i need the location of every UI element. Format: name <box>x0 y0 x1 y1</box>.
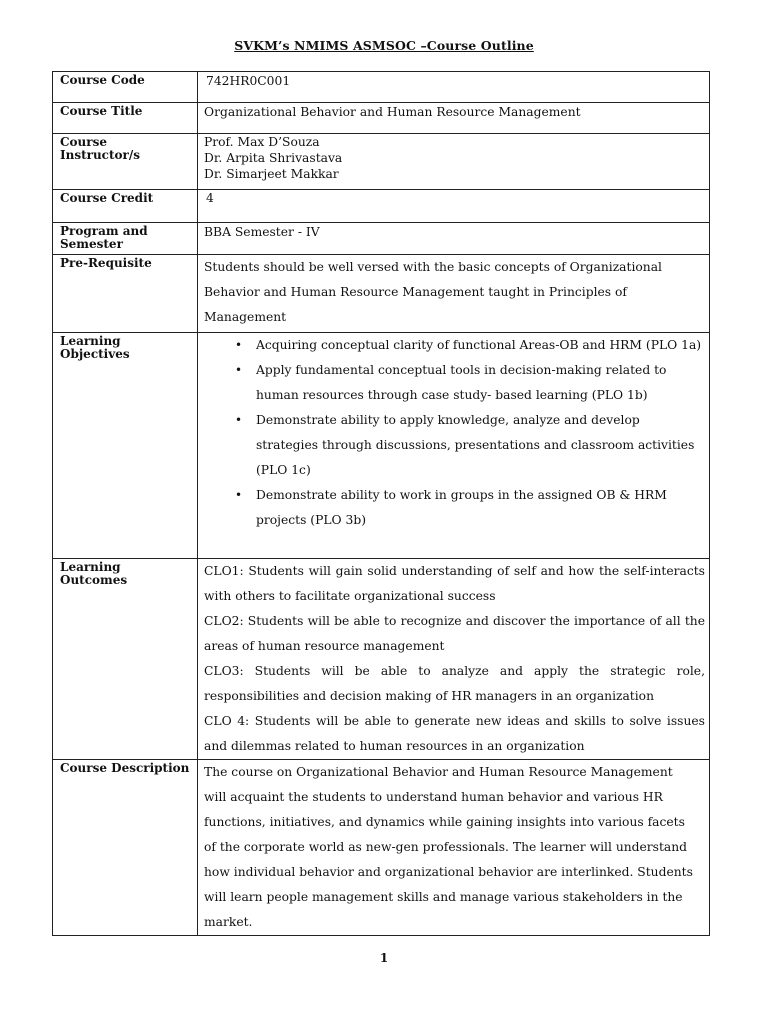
objectives-list <box>204 333 705 533</box>
label-course-credit: Course Credit <box>60 191 154 205</box>
value-course-title: Organizational Behavior and Human Resource Management <box>204 105 581 119</box>
row-program-semester <box>53 223 710 255</box>
instructor-name: Dr. Simarjeet Makkar <box>204 167 339 181</box>
row-course-code <box>53 72 710 103</box>
row-course-title <box>53 103 710 134</box>
row-pre-requisite <box>53 255 710 333</box>
label-course-description: Course Description <box>60 761 190 775</box>
value-course-description: The course on Organizational Behavior and Human Resource Management will acquaint the students to understand human behavior and various HR functions, initiatives, and dynamics while gaining insights into various facets of the corporate world as new-gen professionals. The learner will understand how individual behavior and organizational behavior are interlinked. Students will learn people management skills and manage various stakeholders in the market. <box>204 765 693 929</box>
row-learning-outcomes <box>53 559 710 760</box>
course-outline-table <box>52 71 710 936</box>
label-pre-requisite: Pre-Requisite <box>60 256 152 270</box>
outcome-item: CLO2: Students will be able to recognize and discover the importance of all the areas of human resource management <box>204 614 705 653</box>
row-learning-objectives <box>53 333 710 559</box>
label-course-code: Course Code <box>60 73 145 87</box>
label-program-semester: Program and Semester <box>60 224 148 251</box>
list-item: • Demonstrate ability to apply knowledge, analyze and develop strategies through discussions, presentations and classroom activities (PLO 1c) <box>256 408 705 483</box>
label-course-instructors: Course Instructor/s <box>60 135 140 162</box>
list-item: • Demonstrate ability to work in groups in the assigned OB & HRM projects (PLO 3b) <box>256 483 705 533</box>
value-course-code: 742HR0C001 <box>206 74 291 88</box>
label-learning-outcomes: Learning Outcomes <box>60 560 128 587</box>
value-program-semester: BBA Semester - IV <box>204 225 320 239</box>
value-course-credit: 4 <box>206 191 214 205</box>
value-pre-requisite: Students should be well versed with the basic concepts of Organizational Behavior and Human Resource Management taught in Principles of Management <box>204 260 662 324</box>
list-item: • Apply fundamental conceptual tools in decision-making related to human resources through case study- based learning (PLO 1b) <box>256 358 705 408</box>
label-learning-objectives: Learning Objectives <box>60 334 130 361</box>
page-title: SVKM’s NMIMS ASMSOC –Course Outline <box>234 38 534 53</box>
row-course-credit <box>53 190 710 223</box>
outcome-item: CLO1: Students will gain solid understanding of self and how the self-interacts with others to facilitate organizational success <box>204 564 705 603</box>
row-course-instructors <box>53 134 710 190</box>
instructor-name: Dr. Arpita Shrivastava <box>204 151 343 165</box>
label-course-title: Course Title <box>60 104 143 118</box>
outcome-item: CLO3: Students will be able to analyze and apply the strategic role, responsibilities and decision making of HR managers in an organization <box>204 664 705 703</box>
list-item: • Acquiring conceptual clarity of functional Areas-OB and HRM (PLO 1a) <box>256 333 705 358</box>
instructor-name: Prof. Max D’Souza <box>204 135 320 149</box>
outcome-item: CLO 4: Students will be able to generate new ideas and skills to solve issues and dilemmas related to human resources in an organization <box>204 714 705 753</box>
row-course-description <box>53 760 710 936</box>
page-number: 1 <box>379 951 389 965</box>
